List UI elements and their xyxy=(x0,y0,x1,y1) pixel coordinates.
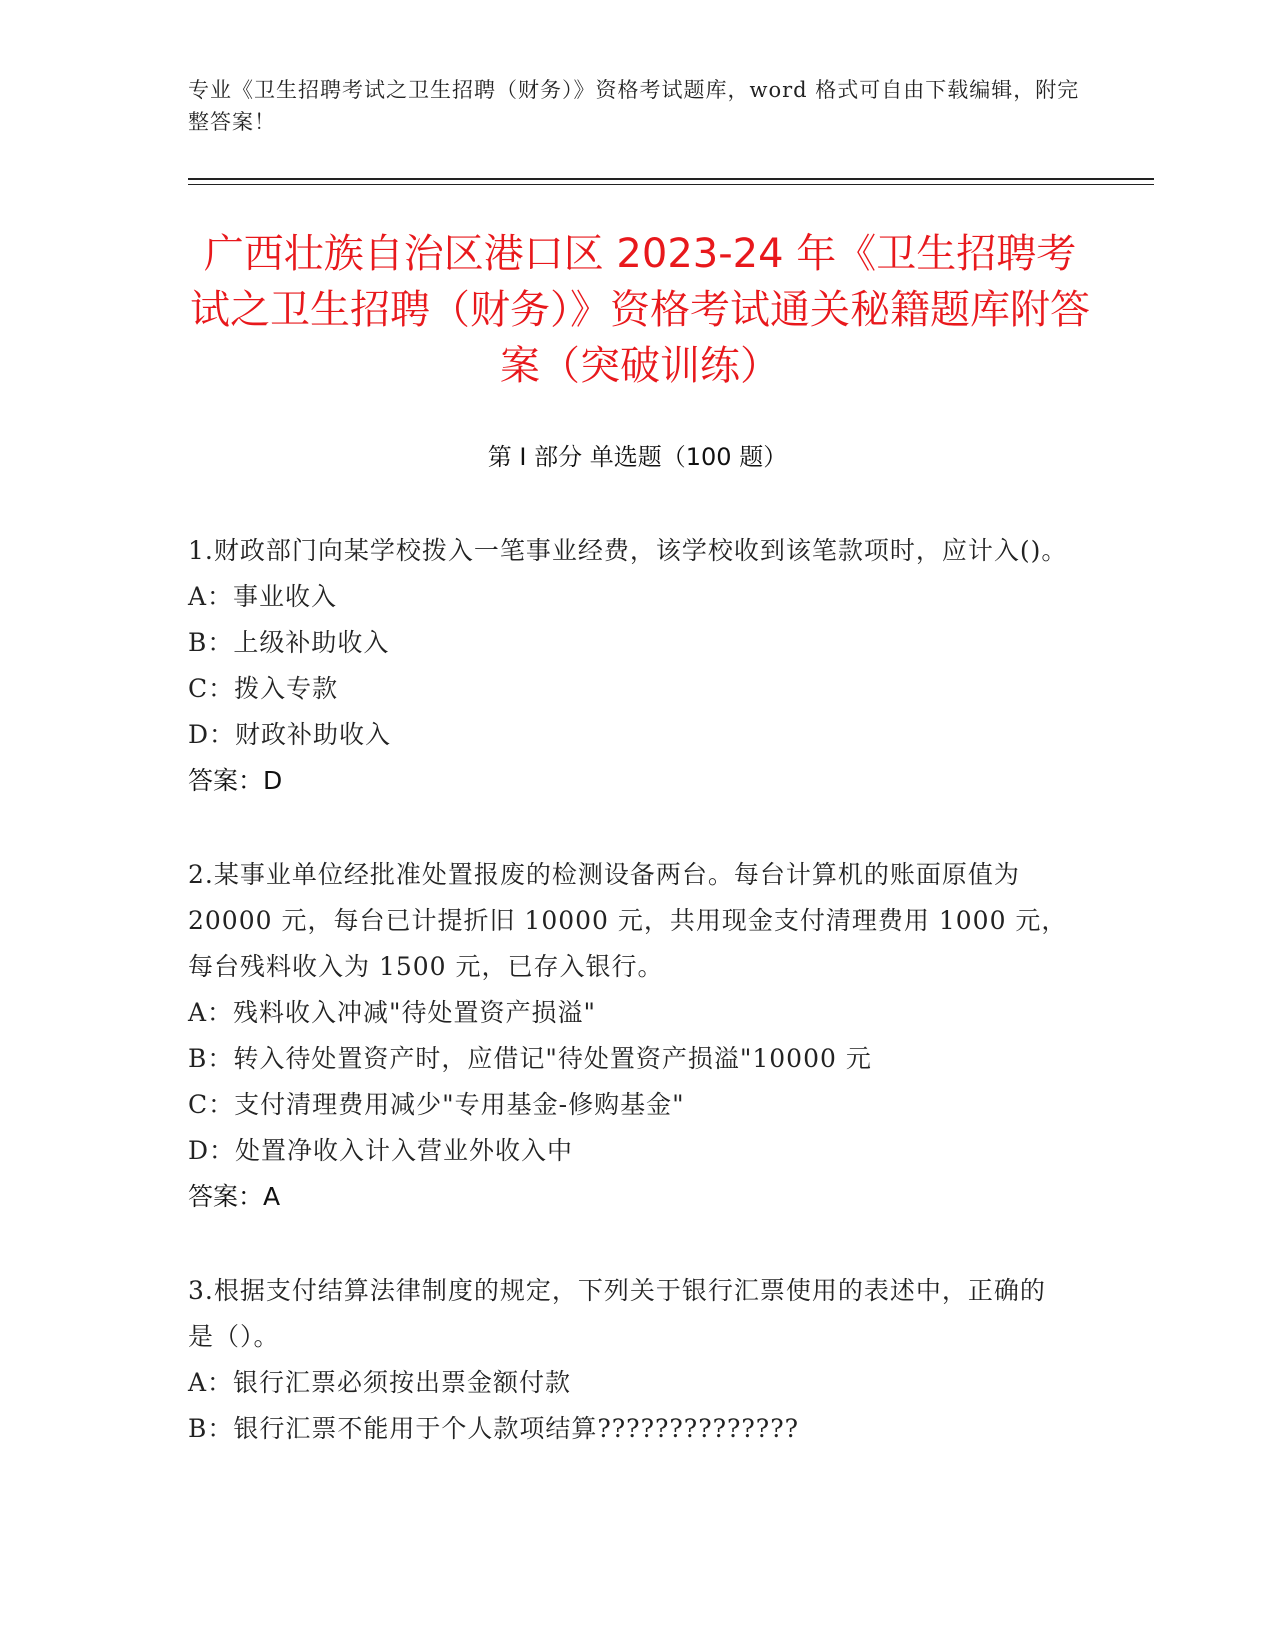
document-title: 广西壮族自治区港口区 2023-24 年《卫生招聘考试之卫生招聘（财务）》资格考试通关秘籍题库附答案（突破训练） xyxy=(190,231,1090,389)
question-stem: 2.某事业单位经批准处置报废的检测设备两台。每台计算机的账面原值为 20000 元，每台已计提折旧 10000 元，共用现金支付清理费用 1000 元，每台残料收入为 1500 元，已存入银行。 xyxy=(188,860,1068,981)
question-3 xyxy=(188,1268,1068,1452)
question-2 xyxy=(188,852,1068,1220)
question-stem: 1.财政部门向某学校拨入一笔事业经费，该学校收到该笔款项时，应计入()。 xyxy=(188,536,1068,565)
question-stem: 3.根据支付结算法律制度的规定，下列关于银行汇票使用的表述中，正确的是（）。 xyxy=(188,1276,1046,1351)
option-a: A：银行汇票必须按出票金额付款 xyxy=(188,1368,572,1397)
option-b: B：上级补助收入 xyxy=(188,628,390,657)
section-title: 第 I 部分 单选题（100 题） xyxy=(487,443,788,471)
option-c: C：拨入专款 xyxy=(188,674,339,703)
option-b: B：银行汇票不能用于个人款项结算?????????????? xyxy=(188,1414,800,1443)
option-c: C：支付清理费用减少"专用基金-修购基金" xyxy=(188,1090,685,1119)
option-a: A：残料收入冲减"待处置资产损溢" xyxy=(188,998,597,1027)
header-divider-thin xyxy=(188,184,1154,185)
header-divider-thick xyxy=(188,178,1154,180)
question-1 xyxy=(188,528,1068,804)
option-d: D：处置净收入计入营业外收入中 xyxy=(188,1136,574,1165)
answer: 答案：D xyxy=(188,766,283,795)
option-a: A：事业收入 xyxy=(188,582,338,611)
answer: 答案：A xyxy=(188,1182,281,1211)
question-list xyxy=(188,528,1068,1500)
option-d: D：财政补助收入 xyxy=(188,720,392,749)
header-note: 专业《卫生招聘考试之卫生招聘（财务）》资格考试题库，word 格式可自由下载编辑，附完整答案！ xyxy=(188,78,1080,134)
option-b: B：转入待处置资产时，应借记"待处置资产损溢"10000 元 xyxy=(188,1044,872,1073)
